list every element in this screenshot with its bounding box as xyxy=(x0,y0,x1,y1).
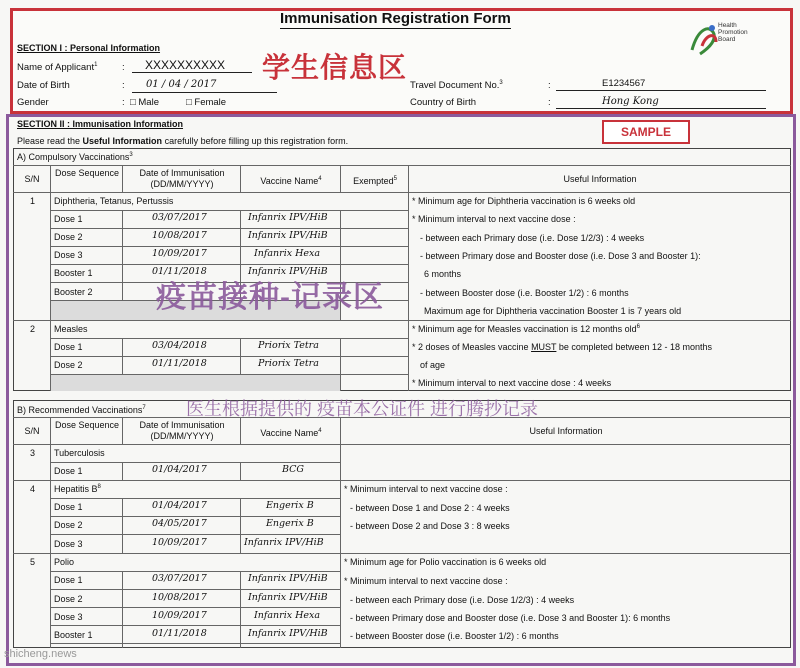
g5-dose-4: Booster 1 xyxy=(54,630,93,640)
travel-doc-value: E1234567 xyxy=(602,78,646,89)
g5-info-1: * Minimum interval to next vaccine dose : xyxy=(344,576,508,586)
b-header-sn: S/N xyxy=(24,426,40,436)
g5-vaccine-1: Infanrix IPV/HiB xyxy=(248,573,328,584)
group5-sn: 5 xyxy=(30,557,36,567)
header-vaccine-name: Vaccine Name$^4$ xyxy=(260,176,322,186)
g5-date-2: 10/08/2017 xyxy=(152,592,207,603)
group3-name: Tuberculosis xyxy=(54,448,105,458)
g1-info-5: - between Booster dose (i.e. Booster 1/2) : 6 months xyxy=(420,288,629,298)
g1-dose-3: Dose 3 xyxy=(54,250,83,260)
form-page: Immunisation Registration Form Health Promotion Board SECTION I : Personal Information Name of Applicant$^1$ : XXXXXXXXXX Date of Birth : 01 / 04 / 2017 Gender : □ Male □ Female 学生信息区 Travel Document No.$^3$ : E1234567 Country of Birth : Hong Kong SAMPLE SECTION II : Immunisation Information Please read the Useful Information carefully before filling up this registration form. A) Compulsory Vaccinations$^3$ S/N Dose Sequence Date of Immunisation (DD/MM/YYYY) Vaccine Name$^4$ Exempted$^5$ Useful Information 1 Diphtheria, Tetanus, Pertussis Dose 1 03/07/2017 Infanrix IPV/HiB Dose 2 10/08/2017 Infanrix IPV/HiB Dose 3 10/09/2017 Infanrix Hexa Booster 1 01/11/2018 Infanrix IPV/HiB Booster 2 * Minimum age for Diphtheria vaccination is 6 weeks old * Minimum interval to next vaccine dose : - between each Primary dose (i.e. Dose 1/2/3) : 4 weeks - between Primary dose and Booster dose (i.e. Dose 3 and Booster 1): 6 months - between Booster dose (i.e. Booster 1/2) : 6 months Maximum age for Diphtheria vaccination Booster 1 is 7 years old 2 Measles Dose 1 03/04/2018 Priorix Tetra Dose 2 01/11/2018 Priorix Tetra * Minimum age for Measles vaccination is 12 months old$^6$ * 2 doses of Measles vaccine MUST be completed between 12 - 18 months of age * Minimum interval to next vaccine dose : 4 weeks B) Recommended Vaccinations$^7$ S/N Dose Sequence Date of Immunisation (DD/MM/YYYY) Vaccine Name$^4$ Useful Information 3 Tuberculosis Dose 1 01/04/2017 BCG 4 Hepatitis $B^8$ Dose 1 01/04/2017 Engerix B Dose 2 04/05/2017 Engerix B Dose 3 10/09/2017 Infanrix IPV/HiB * Minimum interval to next vaccine dose : - between Dose 1 and Dose 2 : 4 weeks - between Dose 2 and Dose 3 : 8 weeks 5 Polio Dose 1 03/07/2017 Infanrix IPV/HiB Dose 2 10/08/2017 Infanrix IPV/HiB Dose 3 10/09/2017 Infanrix Hexa Booster 1 01/11/2018 Infanrix IPV/HiB * Minimum age for Polio vaccination is 6 weeks old * Minimum interval to next vaccine dose : - between each Primary dose (i.e. Dose 1/2/3) : 4 weeks - between Primary dose and Booster dose (i.e. Dose 3 and Booster 1): 6 months - between Booster dose (i.e. Booster 1/2) : 6 months 疫苗接种-记录区 医生根据提供的 疫苗本公证件 进行腾抄记录 shicheng.news xyxy=(0,0,800,668)
doctor-note-annotation: 医生根据提供的 疫苗本公证件 进行腾抄记录 xyxy=(186,399,538,419)
g4-info-0: * Minimum interval to next vaccine dose : xyxy=(344,484,508,494)
dob-label: Date of Birth xyxy=(17,80,70,91)
group2-sn: 2 xyxy=(30,324,36,334)
g5-vaccine-3: Infanrix Hexa xyxy=(254,610,321,621)
g1-info-0: * Minimum age for Diphtheria vaccination is 6 weeks old xyxy=(412,196,636,206)
g4-vaccine-2: Engerix B xyxy=(266,518,314,529)
dob-value: 01 / 04 / 2017 xyxy=(146,79,217,90)
g5-info-4: - between Booster dose (i.e. Booster 1/2) : 6 months xyxy=(350,631,559,641)
gender-female-option[interactable]: □ Female xyxy=(186,97,227,108)
g4-dose-1: Dose 1 xyxy=(54,502,83,512)
g1-info-3: - between Primary dose and Booster dose (i.e. Dose 3 and Booster 1): xyxy=(420,251,701,261)
g2-vaccine-1: Priorix Tetra xyxy=(258,340,319,351)
g1-date-1: 03/07/2017 xyxy=(152,212,207,223)
g4-info-1: - between Dose 1 and Dose 2 : 4 weeks xyxy=(350,503,510,513)
section1-heading: SECTION I : Personal Information xyxy=(17,43,161,53)
logo-text: Health Promotion Board xyxy=(718,22,748,43)
g2-info-0: * Minimum age for Measles vaccination is 12 months old$^6$ xyxy=(412,324,640,334)
g4-date-1: 01/04/2017 xyxy=(152,500,207,511)
group4-sn: 4 xyxy=(30,484,36,494)
g1-vaccine-1: Infanrix IPV/HiB xyxy=(248,212,328,223)
g2-info-1: * 2 doses of Measles vaccine MUST be completed between 12 - 18 months xyxy=(412,342,713,352)
g1-vaccine-4: Infanrix IPV/HiB xyxy=(248,266,328,277)
g5-info-0: * Minimum age for Polio vaccination is 6 weeks old xyxy=(344,557,547,567)
g5-date-4: 01/11/2018 xyxy=(152,628,207,639)
g5-dose-2: Dose 2 xyxy=(54,594,83,604)
g2-dose-2: Dose 2 xyxy=(54,360,83,370)
g5-date-1: 03/07/2017 xyxy=(152,573,207,584)
g5-dose-3: Dose 3 xyxy=(54,612,83,622)
student-info-annotation: 学生信息区 xyxy=(262,52,408,83)
b-header-vaccine-name: Vaccine Name$^4$ xyxy=(260,428,322,438)
group3-sn: 3 xyxy=(30,448,36,458)
g2-vaccine-2: Priorix Tetra xyxy=(258,358,319,369)
group4-name: Hepatitis $B^8$ xyxy=(54,484,101,494)
name-value: XXXXXXXXXX xyxy=(145,58,226,72)
g1-info-4: 6 months xyxy=(424,269,462,279)
gender-male-option[interactable]: □ Male xyxy=(130,97,159,108)
g1-date-3: 10/09/2017 xyxy=(152,248,207,259)
g4-date-2: 04/05/2017 xyxy=(152,518,207,529)
header-date: Date of Immunisation (DD/MM/YYYY) xyxy=(139,168,225,189)
g1-dose-2: Dose 2 xyxy=(54,232,83,242)
form-title: Immunisation Registration Form xyxy=(280,10,511,27)
b-header-useful-info: Useful Information xyxy=(529,426,603,436)
section2-heading: SECTION II : Immunisation Information xyxy=(17,119,184,129)
g1-date-2: 10/08/2017 xyxy=(152,230,207,241)
g4-vaccine-3: Infanrix IPV/HiB xyxy=(244,537,324,548)
g4-dose-3: Dose 3 xyxy=(54,539,83,549)
g4-date-3: 10/09/2017 xyxy=(152,537,207,548)
g4-dose-2: Dose 2 xyxy=(54,520,83,530)
g5-dose-1: Dose 1 xyxy=(54,575,83,585)
name-label: Name of Applicant$^1$ xyxy=(17,62,98,74)
b-header-dose-sequence: Dose Sequence xyxy=(54,420,120,430)
g2-info-3: * Minimum interval to next vaccine dose : 4 weeks xyxy=(412,378,612,388)
b-header-date: Date of Immunisation (DD/MM/YYYY) xyxy=(139,420,225,441)
g2-info-2: of age xyxy=(420,360,446,370)
g2-date-2: 01/11/2018 xyxy=(152,358,207,369)
g5-date-3: 10/09/2017 xyxy=(152,610,207,621)
group1-name: Diphtheria, Tetanus, Pertussis xyxy=(54,196,174,206)
g1-vaccine-3: Infanrix Hexa xyxy=(254,248,321,259)
g5-info-2: - between each Primary dose (i.e. Dose 1/2/3) : 4 weeks xyxy=(350,595,575,605)
travel-doc-label: Travel Document No.$^3$ xyxy=(410,80,503,92)
sample-stamp: SAMPLE xyxy=(602,120,690,144)
g2-dose-1: Dose 1 xyxy=(54,342,83,352)
table-b-title: B) Recommended Vaccinations$^7$ xyxy=(17,405,146,415)
g3-vaccine-1: BCG xyxy=(282,464,305,475)
g1-info-6: Maximum age for Diphtheria vaccination Booster 1 is 7 years old xyxy=(424,306,682,316)
g4-vaccine-1: Engerix B xyxy=(266,500,314,511)
g3-dose-1: Dose 1 xyxy=(54,466,83,476)
gender-label: Gender xyxy=(17,97,49,108)
vaccination-record-annotation: 疫苗接种-记录区 xyxy=(156,281,384,314)
g5-vaccine-4: Infanrix IPV/HiB xyxy=(248,628,328,639)
g1-date-4: 01/11/2018 xyxy=(152,266,207,277)
header-sn: S/N xyxy=(24,174,40,184)
header-exempted: Exempted$^5$ xyxy=(353,176,397,186)
g1-dose-5: Booster 2 xyxy=(54,287,93,297)
table-a-title: A) Compulsory Vaccinations$^3$ xyxy=(17,152,133,162)
watermark: shicheng.news xyxy=(4,648,77,660)
section2-instruction: Please read the Useful Information carefully before filling up this registration form. xyxy=(17,136,349,146)
g1-dose-1: Dose 1 xyxy=(54,214,83,224)
header-useful-info: Useful Information xyxy=(563,174,637,184)
g3-date-1: 01/04/2017 xyxy=(152,464,207,475)
g2-date-1: 03/04/2018 xyxy=(152,340,207,351)
group5-name: Polio xyxy=(54,557,75,567)
country-value: Hong Kong xyxy=(602,96,659,107)
g4-info-2: - between Dose 2 and Dose 3 : 8 weeks xyxy=(350,521,510,531)
g5-info-3: - between Primary dose and Booster dose (i.e. Dose 3 and Booster 1): 6 months xyxy=(350,613,671,623)
g1-dose-4: Booster 1 xyxy=(54,268,93,278)
header-dose-sequence: Dose Sequence xyxy=(54,168,120,178)
g5-vaccine-2: Infanrix IPV/HiB xyxy=(248,592,328,603)
g1-vaccine-2: Infanrix IPV/HiB xyxy=(248,230,328,241)
country-label: Country of Birth xyxy=(410,97,476,108)
g1-info-2: - between each Primary dose (i.e. Dose 1/2/3) : 4 weeks xyxy=(420,233,645,243)
group2-name: Measles xyxy=(54,324,88,334)
group1-sn: 1 xyxy=(30,196,36,206)
g1-info-1: * Minimum interval to next vaccine dose : xyxy=(412,214,576,224)
